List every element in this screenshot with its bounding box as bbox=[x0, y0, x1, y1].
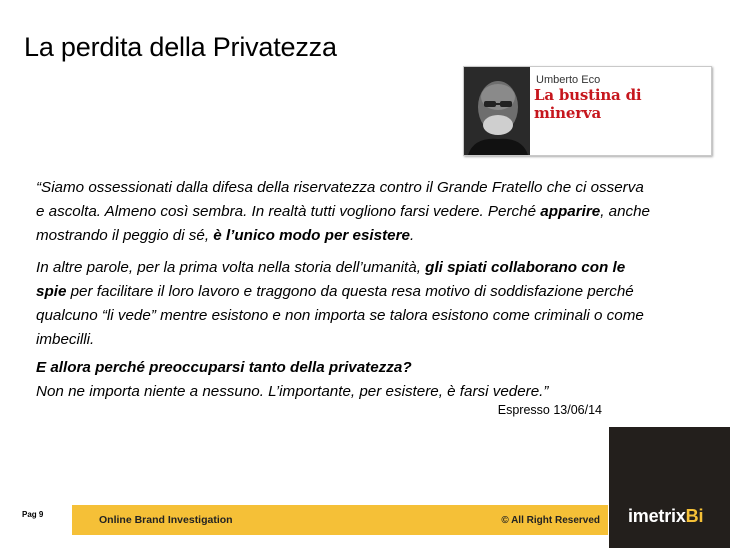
quote-text: . bbox=[409, 227, 415, 244]
quote-emphasis: E allora perché preoccuparsi tanto della privatezza? bbox=[36, 359, 412, 376]
banner-column-title: La bustina di minerva bbox=[534, 86, 642, 122]
quote-paragraph-3 bbox=[36, 356, 656, 404]
quote-source: Espresso 13/06/14 bbox=[497, 403, 602, 417]
brand-accent: Bi bbox=[685, 506, 704, 526]
quote-paragraph-2 bbox=[36, 256, 656, 352]
footer-title: Online Brand Investigation bbox=[99, 514, 233, 526]
slide-title: La perdita della Privatezza bbox=[24, 32, 337, 62]
brand-box bbox=[609, 427, 730, 548]
brand-name: imetrix bbox=[628, 506, 686, 526]
footer-bar bbox=[72, 505, 608, 535]
quote-text: In altre parole, per la prima volta nella storia dell’umanità, bbox=[36, 259, 426, 276]
author-portrait bbox=[464, 67, 530, 155]
banner-author: Umberto Eco bbox=[536, 74, 601, 86]
quote-emphasis: gli spiati collaborano con le spie bbox=[36, 259, 626, 300]
quote-paragraph-1 bbox=[36, 176, 656, 248]
quote-text: Non ne importa niente a nessuno. L’importante, per esistere, è farsi vedere.” bbox=[36, 383, 549, 400]
footer-copyright: © All Right Reserved bbox=[501, 515, 600, 526]
page-number: Pag 9 bbox=[22, 510, 44, 519]
quote-emphasis: è l’unico modo per esistere bbox=[213, 227, 410, 244]
quote-text: per facilitare il loro lavoro e traggono da questa resa motivo di soddisfazione perché qualcuno “li vede” mentre esistono e non importa se talora esistono come criminali o come imbecilli. bbox=[36, 283, 644, 348]
quote-text: “Siamo ossessionati dalla difesa della riservatezza contro il Grande Fratello che ci osserva e ascolta. Almeno così sembra. In realtà tutti vogliono farsi vedere. Perché bbox=[36, 179, 644, 220]
column-banner bbox=[463, 66, 712, 156]
quote-text: , anche mostrando il peggio di sé, bbox=[36, 203, 651, 244]
brand-logo bbox=[628, 506, 703, 527]
quote-emphasis: apparire bbox=[540, 203, 601, 220]
